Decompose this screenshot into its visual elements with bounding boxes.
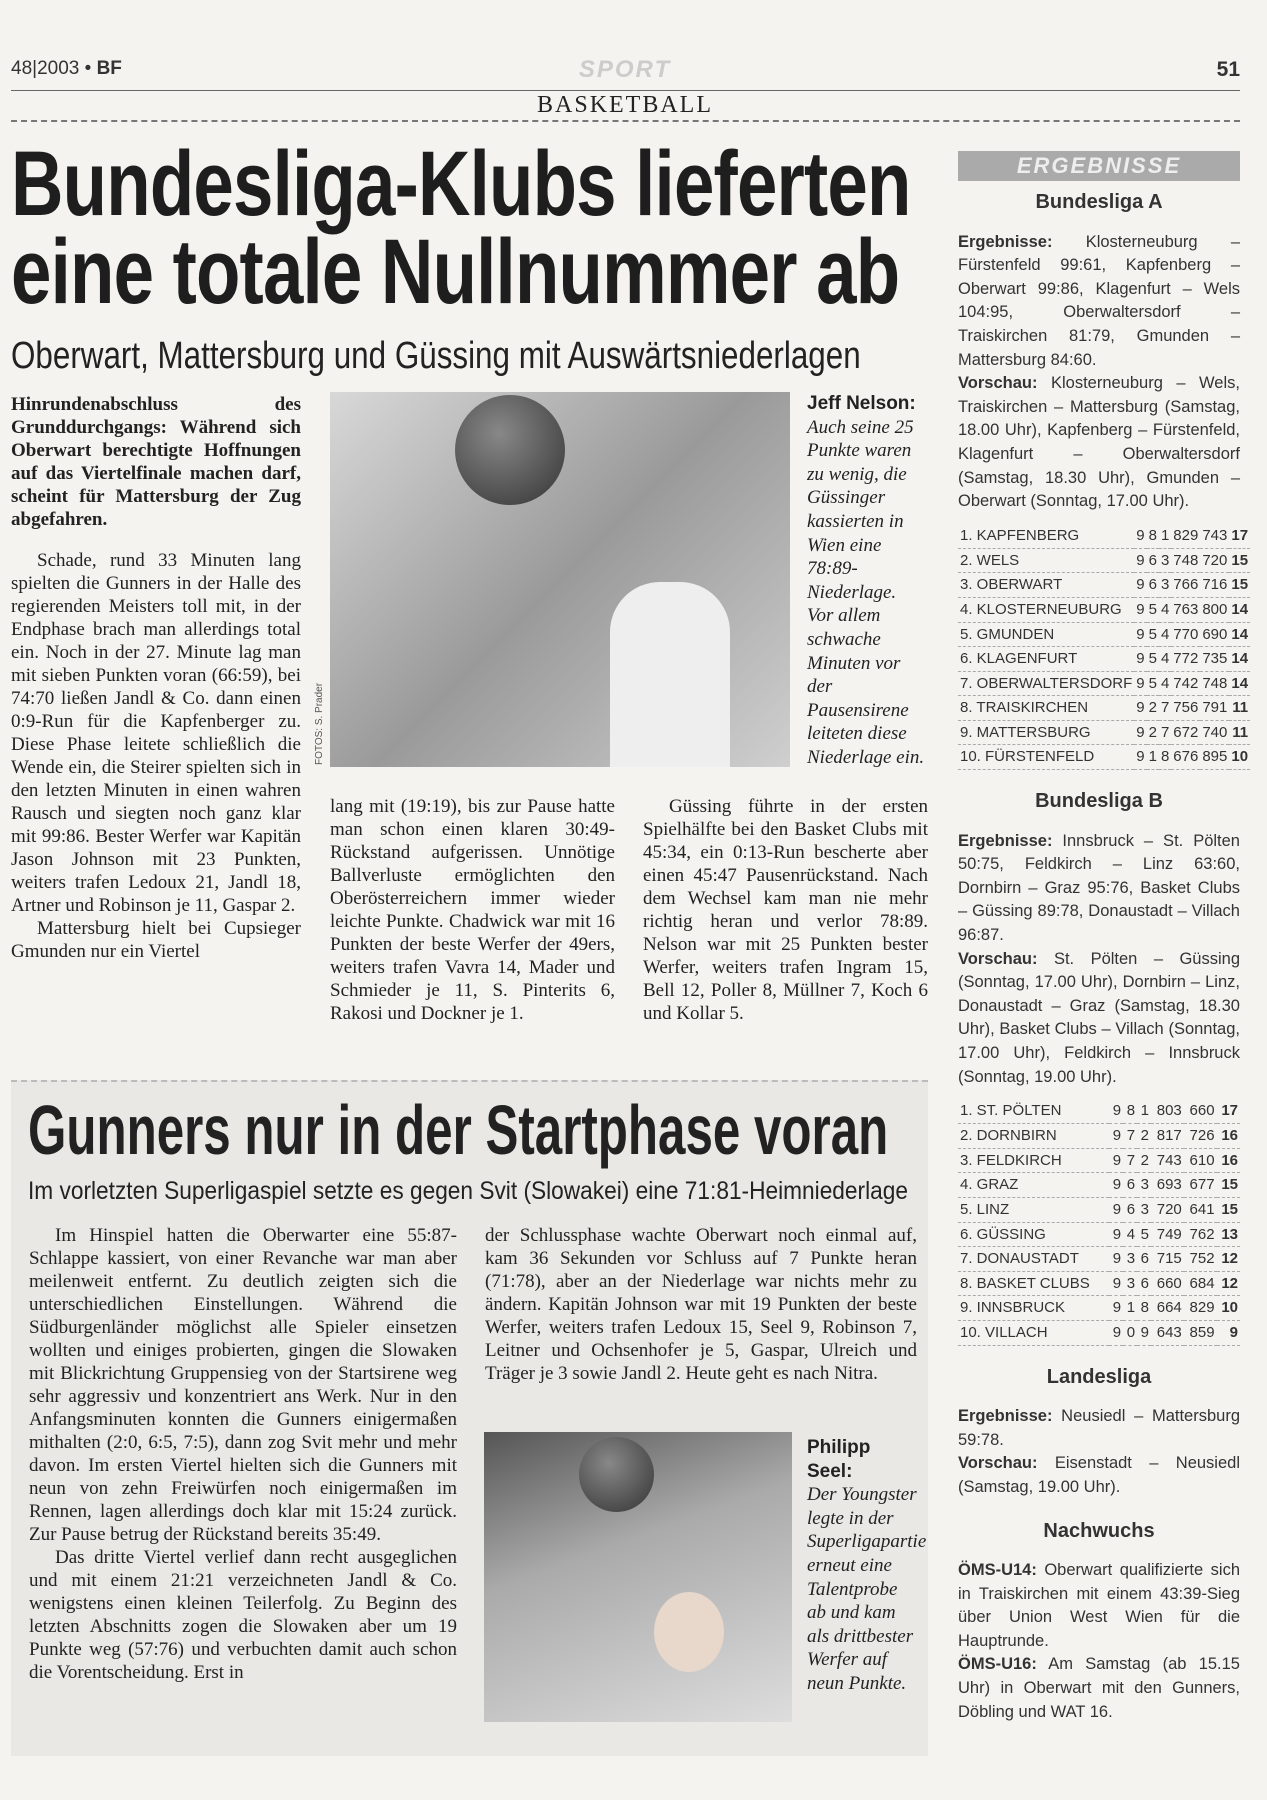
caption-name: Philipp Seel: — [807, 1437, 871, 1482]
table-cell: 6 — [1137, 1247, 1151, 1272]
table-cell: 740 — [1200, 720, 1229, 745]
lead-paragraph: Hinrundenabschluss des Grunddurchgangs: Während sich Oberwart berechtigte Hoffnungen auf das Viertelfinale machen darf, scheint für Mattersburg der Zug abgefahren. — [11, 394, 301, 530]
table-row — [958, 1320, 1240, 1345]
table-cell: 735 — [1200, 647, 1229, 672]
results-a — [958, 231, 1240, 373]
table-cell: 859 — [1184, 1320, 1217, 1345]
table-cell: 743 — [1200, 524, 1229, 549]
table-cell: 13 — [1217, 1222, 1240, 1247]
player — [610, 582, 730, 767]
table-cell: 9 — [1109, 1148, 1123, 1173]
label: Ergebnisse: — [958, 232, 1053, 251]
table-cell: 720 — [1151, 1197, 1184, 1222]
table-row — [958, 1222, 1240, 1247]
paragraph: Güssing führte in der ersten Spielhälfte bei den Basket Clubs mit 45:34, ein 0:13-Run bescherte aber einen 45:47 Pausenrückstand. Nach dem Wechsel kam man nie mehr richtig heran und verlor 78:89. Nelson war mit 25 Punkten bester Werfer, weiters trafen Ingram 15, Bell 12, Poller 8, Müllner 7, Koch 6 und Kollar 5. — [643, 796, 928, 1024]
table-cell: 1 — [1159, 524, 1171, 549]
table-cell: 3. FELDKIRCH — [958, 1148, 1109, 1173]
u14-text: Oberwart qualifizierte sich in Traiskirchen mit einem 43:39-Sieg über Union West Wien für die Hauptrunde. — [958, 1561, 1240, 1650]
table-row — [958, 1296, 1240, 1321]
table-cell: 10. VILLACH — [958, 1320, 1109, 1345]
table-cell: 17 — [1229, 524, 1250, 549]
table-cell: 7 — [1123, 1124, 1137, 1149]
results-landesliga — [958, 1405, 1240, 1452]
table-row — [958, 1099, 1240, 1124]
preview-text: Klosterneuburg – Wels, Traiskirchen – Mattersburg (Samstag, 18.00 Uhr), Kapfenberg – Fürstenfeld, Klagenfurt – Oberwaltersdorf (Samstag, 18.30 Uhr), Gmunden – Oberwart (Sonntag, 17.00 Uhr). — [958, 374, 1240, 511]
table-cell: 3 — [1137, 1197, 1151, 1222]
table-cell: 1 — [1147, 745, 1159, 770]
table-cell: 6 — [1147, 548, 1159, 573]
divider — [11, 120, 1240, 122]
caption-text: Der Youngster legte in der Superligapartie erneut eine Talentprobe ab und kam als drittbester Werfer auf neun Punkte. — [807, 1484, 927, 1694]
table-cell: 749 — [1151, 1222, 1184, 1247]
table-row — [958, 1148, 1240, 1173]
table-cell: 9 — [1109, 1320, 1123, 1345]
table-cell: 9 — [1134, 597, 1146, 622]
section-label: SPORT — [578, 56, 672, 83]
table-cell: 12 — [1217, 1247, 1240, 1272]
table-cell: 7 — [1123, 1148, 1137, 1173]
paragraph: lang mit (19:19), bis zur Pause hatte man schon einen klaren 30:49-Rückstand aufgerissen. Unnötige Ballverluste ermöglichten den Oberösterreichern immer wieder leichte Punkte. Chadwick war mit 16 Punkten der beste Werfer der 49ers, weiters trafen Vavra 14, Mader und Schmieder je 11, S. Pinterits 6, Rakosi und Dockner je 1. — [330, 796, 615, 1024]
table-cell: 672 — [1171, 720, 1200, 745]
sidebar-title: ERGEBNISSE — [958, 151, 1240, 181]
u16-text: Am Samstag (ab 15.15 Uhr) in Oberwart mit den Gunners, Döbling und WAT 16. — [958, 1655, 1240, 1721]
table-row — [958, 1247, 1240, 1272]
table-cell: 10 — [1229, 745, 1250, 770]
table-cell: 716 — [1200, 573, 1229, 598]
table-cell: 8 — [1159, 745, 1171, 770]
table-cell: 9 — [1109, 1124, 1123, 1149]
table-cell: 7 — [1159, 696, 1171, 721]
preview-text: Eisenstadt – Neusiedl (Samstag, 19.00 Uhr). — [958, 1454, 1240, 1496]
table-cell: 690 — [1200, 622, 1229, 647]
separator: • — [84, 58, 92, 79]
preview-text: St. Pölten – Güssing (Sonntag, 17.00 Uhr), Dornbirn – Linz, Donaustadt – Graz (Samstag, 18.30 Uhr), Basket Clubs – Villach (Sonntag, 17.00 Uhr), Feldkirch – Innsbruck (Sonntag, 19.00 Uhr). — [958, 949, 1240, 1086]
table-cell: 12 — [1217, 1271, 1240, 1296]
table-cell: 3 — [1123, 1271, 1137, 1296]
table-cell: 4 — [1159, 622, 1171, 647]
table-cell: 2 — [1147, 720, 1159, 745]
table-cell: 10. FÜRSTENFELD — [958, 745, 1134, 770]
table-cell: 9 — [1134, 524, 1146, 549]
table-cell: 2. DORNBIRN — [958, 1124, 1109, 1149]
table-cell: 791 — [1200, 696, 1229, 721]
table-cell: 7. OBERWALTERSDORF — [958, 671, 1134, 696]
table-cell: 3 — [1137, 1173, 1151, 1198]
headline-2: Gunners nur in der Startphase voran — [28, 1091, 889, 1169]
headline — [11, 133, 911, 323]
paragraph: der Schlussphase wachte Oberwart noch einmal auf, kam 36 Sekunden vor Schluss auf 7 Punkte heran (71:78), aber an der Niederlage war nichts mehr zu ändern. Kapitän Johnson war mit 19 Punkten der beste Werfer, weiters trafen Ledoux 15, Seel 9, Robinson 7, Leitner und Ochsenhofer je 5, Gaspar, Ulreich und Träger je 3 sowie Jandl 2. Heute geht es nach Nitra. — [485, 1225, 917, 1384]
results-text: Klosterneuburg – Fürstenfeld 99:61, Kapfenberg – Oberwart 99:86, Klagenfurt – Wels 104:95, Oberwaltersdorf – Traiskirchen 81:79, Gmunden – Mattersburg 84:60. — [958, 232, 1240, 369]
table-cell: 9 — [1134, 573, 1146, 598]
table-cell: 3. OBERWART — [958, 573, 1134, 598]
league-heading: Bundesliga B — [1035, 790, 1163, 813]
photo-credit: FOTOS: S. Prader — [314, 682, 325, 765]
table-row — [958, 1124, 1240, 1149]
table-cell: 11 — [1229, 720, 1250, 745]
table-cell: 17 — [1217, 1099, 1240, 1124]
table-cell: 660 — [1184, 1099, 1217, 1124]
label: Vorschau: — [958, 374, 1038, 393]
table-cell: 9 — [1134, 622, 1146, 647]
league-heading: Nachwuchs — [1043, 1519, 1155, 1542]
article2-col2 — [485, 1224, 917, 1385]
label: Ergebnisse: — [958, 831, 1053, 850]
table-cell: 5 — [1147, 671, 1159, 696]
table-row — [958, 548, 1250, 573]
table-cell: 5 — [1147, 622, 1159, 647]
subheadline: Oberwart, Mattersburg und Güssing mit Auswärtsniederlagen — [11, 335, 861, 377]
table-row — [958, 573, 1250, 598]
table-cell: 3 — [1123, 1247, 1137, 1272]
table-cell: 14 — [1229, 597, 1250, 622]
photo-caption-2 — [807, 1436, 927, 1696]
table-cell: 800 — [1200, 597, 1229, 622]
page-number: 51 — [1216, 58, 1240, 81]
table-cell: 6 — [1123, 1173, 1137, 1198]
table-cell: 0 — [1123, 1320, 1137, 1345]
paragraph: Das dritte Viertel verlief dann recht ausgeglichen und mit einem 21:21 verzeichneten Jandl & Co. wenigstens einen kleinen Teilerfolg. Zu Beginn des letzten Abschnitts zogen die Slowaken aber um 19 Punkte weg (57:76) und verbuchten damit auch schon die Vorentscheidung. Erst in — [29, 1547, 457, 1683]
table-cell: 742 — [1171, 671, 1200, 696]
paragraph: Mattersburg hielt bei Cupsieger Gmunden nur ein Viertel — [11, 918, 301, 962]
label: Vorschau: — [958, 1454, 1038, 1473]
table-cell: 770 — [1171, 622, 1200, 647]
table-cell: 14 — [1229, 622, 1250, 647]
table-cell: 9 — [1109, 1173, 1123, 1198]
article2-col1 — [29, 1224, 457, 1684]
u14 — [958, 1559, 1240, 1653]
table-cell: 9 — [1109, 1296, 1123, 1321]
table-cell: 756 — [1171, 696, 1200, 721]
table-cell: 5 — [1147, 647, 1159, 672]
table-cell: 5. GMUNDEN — [958, 622, 1134, 647]
table-cell: 8 — [1137, 1296, 1151, 1321]
league-heading: Landesliga — [1046, 1365, 1152, 1388]
table-cell: 9 — [1109, 1099, 1123, 1124]
table-row — [958, 671, 1250, 696]
table-cell: 3 — [1159, 573, 1171, 598]
table-cell: 9. INNSBRUCK — [958, 1296, 1109, 1321]
table-cell: 15 — [1229, 573, 1250, 598]
results-sidebar — [958, 151, 1249, 1724]
table-cell: 9 — [1109, 1271, 1123, 1296]
table-row — [958, 720, 1250, 745]
table-cell: 6 — [1147, 573, 1159, 598]
table-cell: 14 — [1229, 671, 1250, 696]
table-row — [958, 622, 1250, 647]
table-cell: 752 — [1184, 1247, 1217, 1272]
table-row — [958, 1271, 1240, 1296]
table-cell: 8. BASKET CLUBS — [958, 1271, 1109, 1296]
table-cell: 9 — [1109, 1222, 1123, 1247]
table-cell: 5 — [1137, 1222, 1151, 1247]
table-cell: 643 — [1151, 1320, 1184, 1345]
headline-line: eine totale Nullnummer ab — [11, 221, 900, 323]
paragraph: Schade, rund 33 Minuten lang spielten die Gunners in der Halle des regierenden Meisters toll mit, in der Endphase brach man allerdings total ein. Noch in der 27. Minute lag man mit sieben Punkten voran (66:59), bei 74:70 ließen Jandl & Co. dann einen 0:9-Run für die Kapfenberger zu. Diese Phase leitete schließlich die Wende ein, die Steirer spielten sich in den letzten Minuten in einen wahren Rausch und siegten noch ganz klar mit 99:86. Bester Werfer war Kapitän Jason Johnson mit 23 Punkten, weiters trafen Ledoux 21, Jandl 18, Artner und Robinson je 11, Gaspar 2. — [11, 550, 301, 916]
table-row — [958, 745, 1250, 770]
table-cell: 2. WELS — [958, 548, 1134, 573]
table-cell: 895 — [1200, 745, 1229, 770]
issue-number: 48|2003 — [11, 58, 80, 79]
table-cell: 15 — [1229, 548, 1250, 573]
article1-col1 — [11, 393, 301, 963]
label: Ergebnisse: — [958, 1407, 1053, 1426]
caption-text: Auch seine 25 Punkte waren zu wenig, die Güssinger kassierten in Wien eine 78:89-Niederlage. Vor allem schwache Minuten vor der Pausensirene leiteten diese Niederlage ein. — [807, 416, 925, 768]
table-cell: 1 — [1137, 1099, 1151, 1124]
u16 — [958, 1653, 1240, 1724]
table-cell: 817 — [1151, 1124, 1184, 1149]
table-cell: 15 — [1217, 1197, 1240, 1222]
caption-name: Jeff Nelson: — [807, 393, 916, 414]
table-cell: 8. TRAISKIRCHEN — [958, 696, 1134, 721]
table-cell: 748 — [1171, 548, 1200, 573]
table-cell: 660 — [1151, 1271, 1184, 1296]
table-cell: 4. GRAZ — [958, 1173, 1109, 1198]
table-cell: 7 — [1159, 720, 1171, 745]
standings-table-a — [958, 524, 1250, 770]
table-cell: 15 — [1217, 1173, 1240, 1198]
table-cell: 4 — [1123, 1222, 1137, 1247]
table-cell: 4 — [1159, 597, 1171, 622]
table-cell: 762 — [1184, 1222, 1217, 1247]
paragraph: Im Hinspiel hatten die Oberwarter eine 55:87-Schlappe kassiert, von einer Revanche war man aber meilenweit entfernt. Zu deutlich zeigten sich die unterschiedlichen Einstellungen. Während die Südburgenländer möglichst alle Spieler einsetzen wollten und einiges probierten, gingen die Slowaken mit Blickrichtung Gruppensieg von der Startsirene weg sehr aggressiv und konzentriert ans Werk. Nur in den Anfangsminuten konnten die Gunners einigermaßen mithalten (2:0, 6:5, 7:5), dann zog Svit mehr und mehr davon. Im ersten Viertel hielten sich die Gunners mit neun von zehn Freiwürfen noch einigermaßen im Rennen, lagen allerdings doch klar mit 15:24 zurück. Zur Pause betrug der Rückstand bereits 35:49. — [29, 1225, 457, 1545]
table-cell: 2 — [1147, 696, 1159, 721]
table-cell: 16 — [1217, 1148, 1240, 1173]
table-cell: 7. DONAUSTADT — [958, 1247, 1109, 1272]
basketball — [579, 1437, 654, 1512]
results-text: Innsbruck – St. Pölten 50:75, Feldkirch – Linz 63:60, Dornbirn – Graz 95:76, Basket Clubs – Güssing 89:78, Donaustadt – Villach 96:87. — [958, 831, 1240, 945]
table-cell: 1. ST. PÖLTEN — [958, 1099, 1109, 1124]
table-cell: 763 — [1171, 597, 1200, 622]
table-cell: 5 — [1147, 597, 1159, 622]
table-cell: 4 — [1159, 647, 1171, 672]
results-text: Neusiedl – Mattersburg 59:78. — [958, 1407, 1240, 1449]
table-row — [958, 597, 1250, 622]
table-row — [958, 524, 1250, 549]
player-head — [654, 1592, 724, 1672]
table-cell: 641 — [1184, 1197, 1217, 1222]
table-cell: 829 — [1184, 1296, 1217, 1321]
table-cell: 2 — [1137, 1124, 1151, 1149]
table-row — [958, 647, 1250, 672]
standings-table-b — [958, 1099, 1240, 1345]
table-cell: 9 — [1109, 1247, 1123, 1272]
table-cell: 14 — [1229, 647, 1250, 672]
table-row — [958, 1173, 1240, 1198]
table-cell: 829 — [1171, 524, 1200, 549]
table-cell: 9 — [1134, 647, 1146, 672]
publication: BF — [96, 58, 122, 79]
subsection-label: BASKETBALL — [537, 92, 713, 118]
table-cell: 803 — [1151, 1099, 1184, 1124]
table-cell: 664 — [1151, 1296, 1184, 1321]
header-rule — [11, 90, 1240, 91]
table-cell: 8 — [1147, 524, 1159, 549]
table-cell: 8 — [1123, 1099, 1137, 1124]
table-cell: 610 — [1184, 1148, 1217, 1173]
preview-b — [958, 948, 1240, 1090]
table-cell: 9 — [1134, 671, 1146, 696]
headline-line: Bundesliga-Klubs lieferten — [11, 133, 911, 235]
table-cell: 743 — [1151, 1148, 1184, 1173]
photo-caption — [807, 392, 927, 770]
table-cell: 2 — [1137, 1148, 1151, 1173]
label: Vorschau: — [958, 949, 1038, 968]
table-cell: 9 — [1134, 720, 1146, 745]
table-cell: 9 — [1217, 1320, 1240, 1345]
article1-col3 — [643, 795, 928, 1025]
results-b — [958, 830, 1240, 948]
table-cell: 3 — [1159, 548, 1171, 573]
table-row — [958, 696, 1250, 721]
table-cell: 676 — [1171, 745, 1200, 770]
preview-a — [958, 372, 1240, 514]
table-cell: 9 — [1134, 696, 1146, 721]
table-cell: 10 — [1217, 1296, 1240, 1321]
table-cell: 9 — [1109, 1197, 1123, 1222]
table-cell: 11 — [1229, 696, 1250, 721]
league-heading: Bundesliga A — [1035, 191, 1163, 213]
table-cell: 720 — [1200, 548, 1229, 573]
table-cell: 748 — [1200, 671, 1229, 696]
photo-jeff-nelson — [330, 392, 790, 767]
table-cell: 693 — [1151, 1173, 1184, 1198]
table-cell: 1. KAPFENBERG — [958, 524, 1134, 549]
table-cell: 5. LINZ — [958, 1197, 1109, 1222]
preview-landesliga — [958, 1452, 1240, 1499]
table-cell: 9 — [1137, 1320, 1151, 1345]
table-cell: 4 — [1159, 671, 1171, 696]
table-cell: 726 — [1184, 1124, 1217, 1149]
photo-philipp-seel — [484, 1432, 792, 1722]
label: ÖMS-U14: — [958, 1561, 1037, 1580]
table-cell: 772 — [1171, 647, 1200, 672]
issue-info — [11, 58, 122, 80]
table-cell: 1 — [1123, 1296, 1137, 1321]
table-cell: 9. MATTERSBURG — [958, 720, 1134, 745]
article1-col2 — [330, 795, 615, 1025]
table-cell: 6 — [1137, 1271, 1151, 1296]
basketball — [455, 395, 565, 505]
table-row — [958, 1197, 1240, 1222]
table-cell: 16 — [1217, 1124, 1240, 1149]
table-cell: 9 — [1134, 745, 1146, 770]
table-cell: 715 — [1151, 1247, 1184, 1272]
table-cell: 9 — [1134, 548, 1146, 573]
subheadline-2: Im vorletzten Superligaspiel setzte es gegen Svit (Slowakei) eine 71:81-Heimniederlage — [28, 1177, 908, 1205]
table-cell: 6 — [1123, 1197, 1137, 1222]
table-cell: 684 — [1184, 1271, 1217, 1296]
label: ÖMS-U16: — [958, 1655, 1037, 1674]
table-cell: 766 — [1171, 573, 1200, 598]
table-cell: 6. KLAGENFURT — [958, 647, 1134, 672]
table-cell: 6. GÜSSING — [958, 1222, 1109, 1247]
table-cell: 4. KLOSTERNEUBURG — [958, 597, 1134, 622]
table-cell: 677 — [1184, 1173, 1217, 1198]
